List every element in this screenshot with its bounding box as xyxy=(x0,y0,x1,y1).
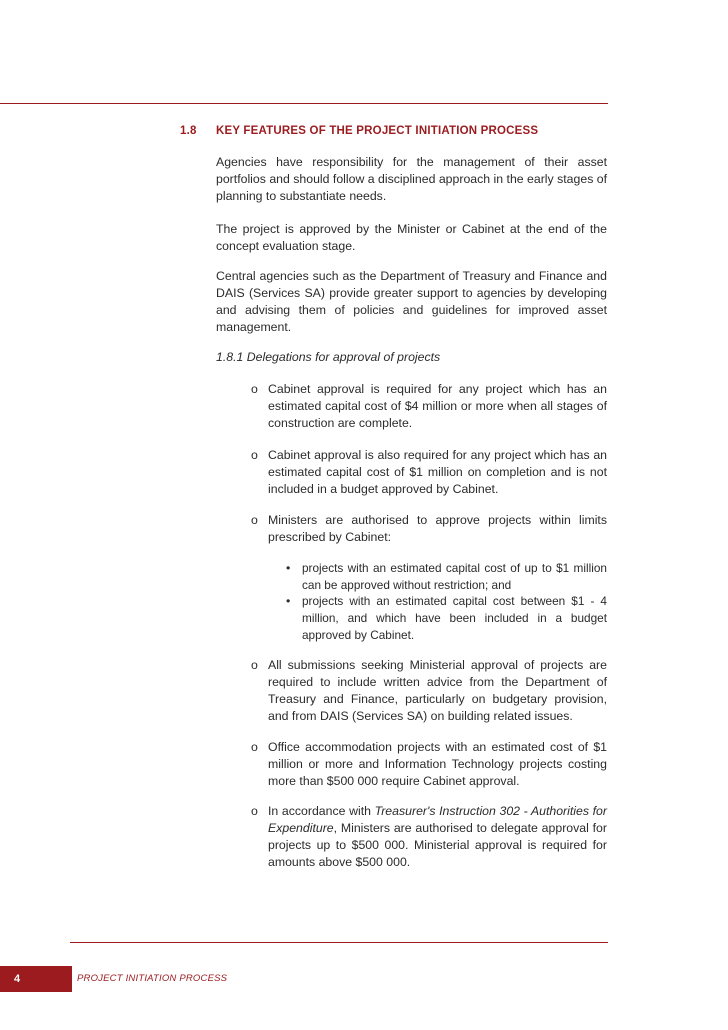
list-bullet: o xyxy=(251,382,258,396)
list-bullet: o xyxy=(251,658,258,672)
sub-list-bullet: • xyxy=(286,561,291,575)
list-item: Office accommodation projects with an estimated cost of $1 million or more and Information Technology projects costing more than $500 000 require Cabinet approval. xyxy=(268,740,607,788)
page-number: 4 xyxy=(0,966,72,992)
paragraph-central-agencies: Central agencies such as the Department of Treasury and Finance and DAIS (Services SA) provide greater support to agencies by developing and advising them of policies and guidelines for improved asset management. xyxy=(216,269,607,334)
section-title: KEY FEATURES OF THE PROJECT INITIATION PROCESS xyxy=(216,125,539,137)
header-rule xyxy=(0,103,608,104)
running-footer-title: PROJECT INITIATION PROCESS xyxy=(77,973,228,984)
list-item: Cabinet approval is also required for any project which has an estimated capital cost of $1 million on completion and is not included in a budget approved by Cabinet. xyxy=(268,448,607,496)
footer-rule xyxy=(70,942,608,943)
list-bullet: o xyxy=(251,513,258,527)
list-item-delegation xyxy=(268,803,607,871)
list-item: Ministers are authorised to approve projects within limits prescribed by Cabinet: xyxy=(268,513,607,544)
sub-list-item: projects with an estimated capital cost of up to $1 million can be approved without restriction; and xyxy=(302,561,607,592)
list-bullet: o xyxy=(251,804,258,818)
paragraph-approval-stage: The project is approved by the Minister or Cabinet at the end of the concept evaluation stage. xyxy=(216,222,607,253)
subsection-title: 1.8.1 Delegations for approval of projects xyxy=(216,350,441,364)
list-bullet: o xyxy=(251,740,258,754)
sub-list-bullet: • xyxy=(286,594,291,608)
section-number: 1.8 xyxy=(180,125,197,137)
sub-list-item: projects with an estimated capital cost between $1 - 4 million, and which have been included in a budget approved by Cabinet. xyxy=(302,594,607,642)
delegation-prefix: In accordance with xyxy=(268,804,375,818)
treasurers-instruction-reference: Treasurer's Instruction 302 - Authorities for Expenditure xyxy=(268,804,607,835)
paragraph-asset-portfolios: Agencies have responsibility for the management of their asset portfolios and should follow a disciplined approach in the early stages of planning to substantiate needs. xyxy=(216,155,608,203)
delegation-suffix: , Ministers are authorised to delegate approval for projects up to $500 000. Ministerial approval is required for amounts above $500 000. xyxy=(268,821,607,869)
list-item: Cabinet approval is required for any project which has an estimated capital cost of $4 million or more when all stages of construction are complete. xyxy=(268,382,607,430)
list-bullet: o xyxy=(251,448,258,462)
list-item: All submissions seeking Ministerial approval of projects are required to include written advice from the Department of Treasury and Finance, particularly on budgetary provision, and from DAIS (Services SA) on building related issues. xyxy=(268,658,607,723)
